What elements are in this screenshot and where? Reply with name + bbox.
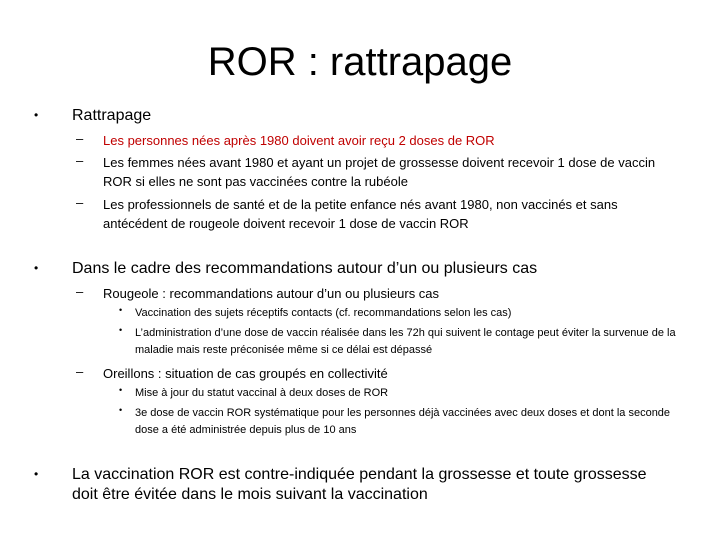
dash-icon: – [76, 195, 84, 210]
dash-icon: – [76, 153, 84, 168]
sub-item-text: Les femmes nées avant 1980 et ayant un projet de grossesse doivent recevoir 1 dose de vaccin ROR si elles ne sont pas vaccinées contre la rubéole [103, 155, 656, 189]
bullet-icon: • [119, 405, 123, 415]
bullet-icon: • [119, 305, 123, 315]
bullet-label: Rattrapage [72, 107, 152, 124]
bullet-icon: • [34, 467, 39, 481]
dash-icon: – [76, 364, 84, 379]
sub-sub-item-text: Mise à jour du statut vaccinal à deux doses de ROR [135, 387, 389, 399]
sub-sub-item-text: L’administration d’une dose de vaccin réalisée dans les 72h qui suivent le contage peut éviter la survenue de la maladie mais reste préconisée même si ce délai est dépassé [135, 327, 676, 356]
bullet-icon: • [34, 261, 39, 275]
bullet-icon: • [119, 385, 123, 395]
sub-item-text: Les professionnels de santé et de la petite enfance nés avant 1980, non vaccinés et sans antécédent de rougeole doivent recevoir 1 dose de vaccin ROR [103, 197, 618, 231]
sub-item-text: Les personnes nées après 1980 doivent avoir reçu 2 doses de ROR [103, 133, 495, 148]
dash-icon: – [76, 131, 84, 146]
dash-icon: – [76, 284, 84, 299]
bullet-icon: • [34, 108, 39, 122]
bullet-label: La vaccination ROR est contre-indiquée pendant la grossesse et toute grossesse doit être évitée dans le mois suivant la vaccination [72, 466, 647, 503]
sub-heading-text: Rougeole : recommandations autour d’un ou plusieurs cas [103, 286, 440, 301]
sub-sub-item-text: Vaccination des sujets réceptifs contacts (cf. recommandations selon les cas) [135, 307, 512, 319]
sub-sub-item-text: 3e dose de vaccin ROR systématique pour les personnes déjà vaccinées avec deux doses et dont la seconde dose a été administrée depuis plus de 10 ans [135, 407, 671, 436]
sub-heading-text: Oreillons : situation de cas groupés en collectivité [103, 366, 388, 381]
bullet-icon: • [119, 325, 123, 335]
bullet-label: Dans le cadre des recommandations autour d’un ou plusieurs cas [72, 260, 538, 277]
slide-title: ROR : rattrapage [207, 40, 513, 84]
